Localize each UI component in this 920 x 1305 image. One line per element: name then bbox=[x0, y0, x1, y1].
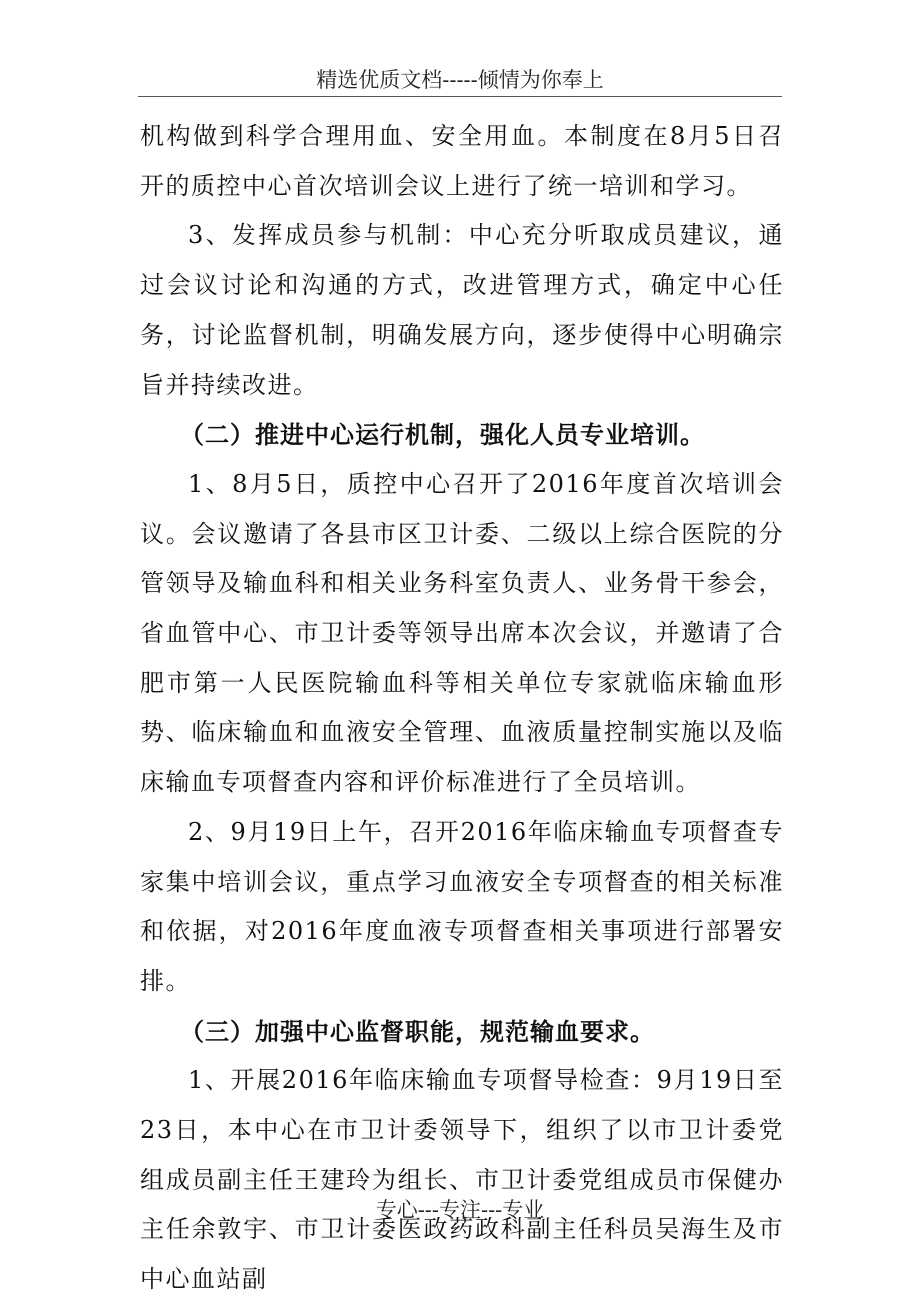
paragraph-inspection: 1、开展2016年临床输血专项督导检查：9月19日至23日，本中心在市卫计委领导下，组织了以市卫计委党组成员副主任王建玲为组长、市卫计委党组成员市保健办主任余敦宇、市卫计委医政药政科副主任科员吴海生及市中心血站副 bbox=[140, 1066, 784, 1294]
section-heading-supervision: （三）加强中心监督职能，规范输血要求。 bbox=[180, 1016, 655, 1046]
paragraph-expert-training: 2、9月19日上午，召开2016年临床输血专项督查专家集中培训会议，重点学习血液安全专项督查的相关标准和依据，对2016年度血液专项督查相关事项进行部署安排。 bbox=[140, 817, 784, 995]
document-body bbox=[140, 112, 784, 1305]
page-footer: 专心---专注---专业 bbox=[375, 1198, 545, 1222]
page-header: 精选优质文档-----倾情为你奉上 bbox=[316, 68, 604, 92]
paragraph-member-participation: 3、发挥成员参与机制：中心充分听取成员建议，通过会议讨论和沟通的方式，改进管理方式，确定中心任务，讨论监督机制，明确发展方向，逐步使得中心明确宗旨并持续改进。 bbox=[140, 221, 784, 399]
paragraph-training-meeting: 1、8月5日，质控中心召开了2016年度首次培训会议。会议邀请了各县市区卫计委、二级以上综合医院的分管领导及输血科和相关业务科室负责人、业务骨干参会，省血管中心、市卫计委等领导出席本次会议，并邀请了合肥市第一人民医院输血科等相关单位专家就临床输血形势、临床输血和血液安全管理、血液质量控制实施以及临床输血专项督查内容和评价标准进行了全员培训。 bbox=[140, 469, 784, 797]
paragraph-continued: 机构做到科学合理用血、安全用血。本制度在8月5日召开的质控中心首次培训会议上进行了统一培训和学习。 bbox=[140, 122, 784, 200]
header-divider bbox=[138, 96, 782, 97]
section-heading-training: （二）推进中心运行机制，强化人员专业培训。 bbox=[180, 420, 705, 450]
